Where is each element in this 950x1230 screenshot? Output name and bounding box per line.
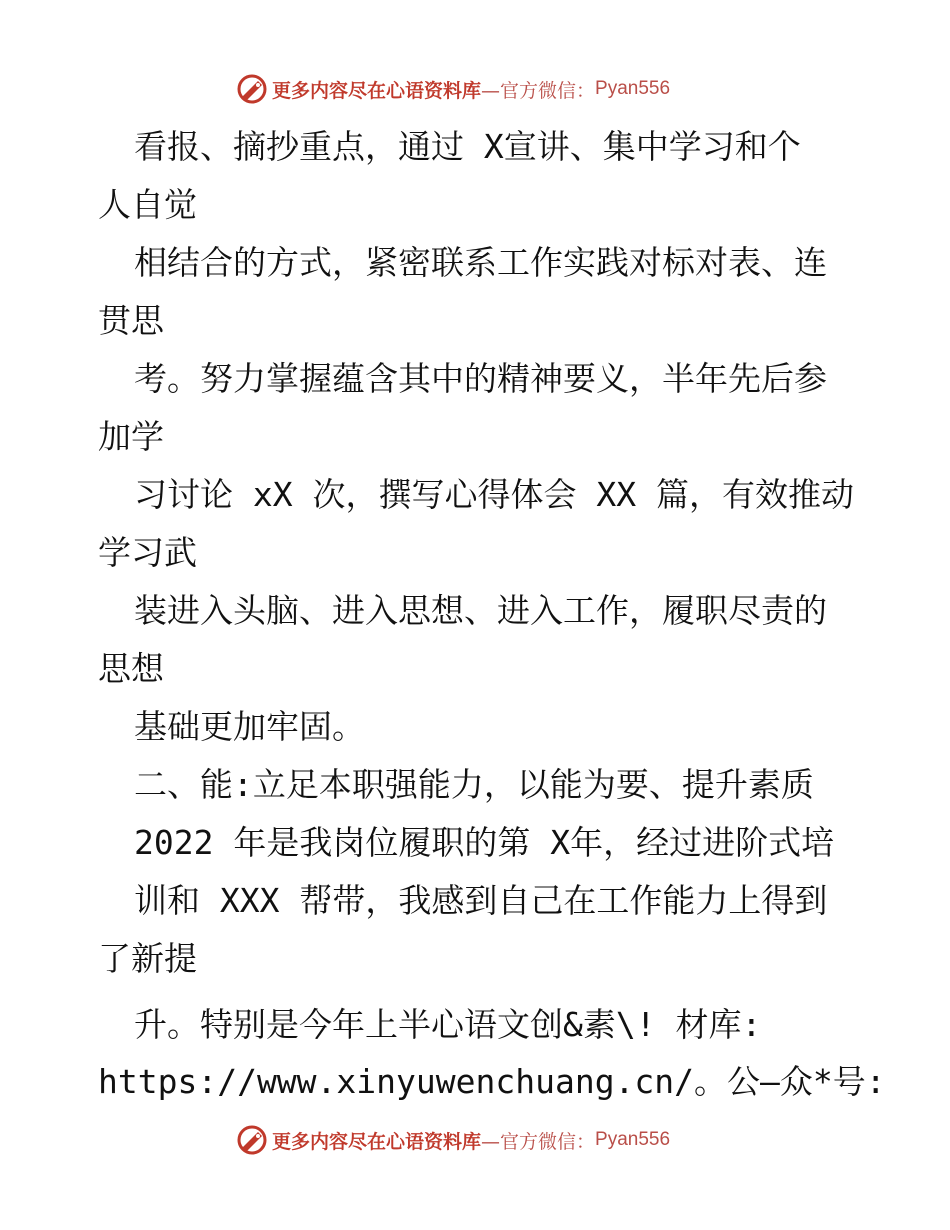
text-line: 加学	[98, 417, 164, 456]
text-line: 习讨论 xX 次，撰写心得体会 XX 篇，有效推动	[134, 475, 854, 514]
watermark-id-text: Pyan556	[595, 1129, 671, 1150]
watermark-main-text: 更多内容尽在心语资料库	[272, 79, 482, 102]
watermark-sub-text: —官方微信：	[481, 79, 596, 102]
text-line: 考。努力掌握蕴含其中的精神要义，半年先后参	[134, 359, 827, 398]
text-line: 学习武	[98, 533, 197, 572]
text-line: 装进入头脑、进入思想、进入工作，履职尽责的	[134, 591, 827, 630]
text-line: 升。特别是今年上半心语文创&素\! 材库:	[134, 1005, 762, 1044]
text-line: 人自觉	[98, 185, 197, 224]
text-line: 贯思	[98, 301, 164, 340]
text-line: 2022 年是我岗位履职的第 X年，经过进阶式培	[134, 823, 835, 862]
text-line: 基础更加牢固。	[134, 707, 365, 746]
text-line: 看报、摘抄重点，通过 X宣讲、集中学习和个	[134, 127, 801, 166]
text-line: 思想	[98, 649, 164, 688]
watermark-footer	[236, 1123, 670, 1157]
watermark-main-text: 更多内容尽在心语资料库	[272, 1130, 482, 1153]
text-line: 相结合的方式，紧密联系工作实践对标对表、连	[134, 243, 827, 282]
text-line: 了新提	[98, 939, 197, 978]
text-line: 训和 XXX 帮带，我感到自己在工作能力上得到	[134, 881, 828, 920]
watermark-sub-text: —官方微信：	[481, 1130, 596, 1153]
section-heading: 二、能:立足本职强能力，以能为要、提升素质	[134, 765, 814, 804]
watermark-id-text: Pyan556	[595, 78, 671, 99]
pen-nib-circle-icon	[236, 1124, 268, 1156]
text-line: https://www.xinyuwenchuang.cn/。公—众*号:	[98, 1062, 886, 1101]
